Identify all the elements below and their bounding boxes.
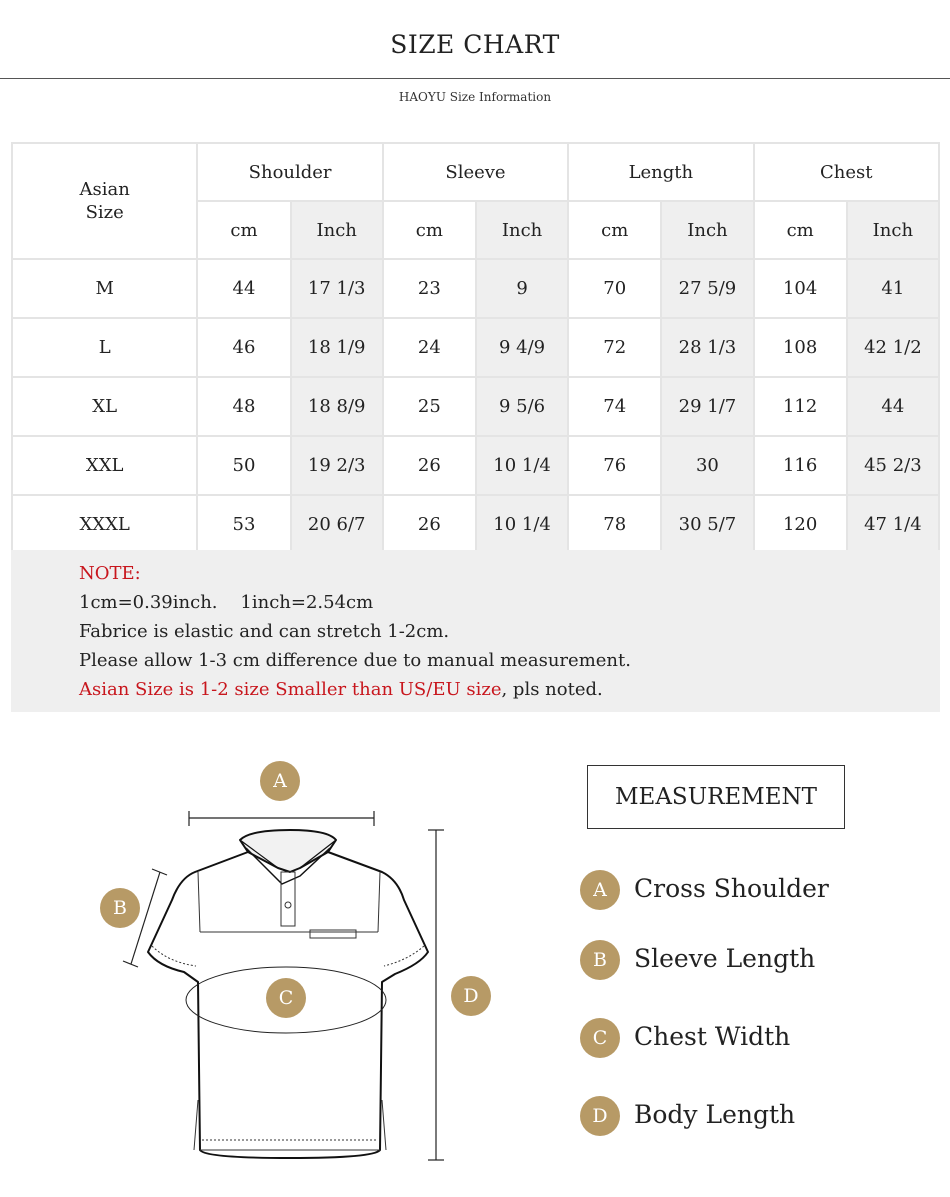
unit-header: cm (384, 202, 477, 260)
value-cell: 29 1/7 (662, 378, 754, 437)
title-divider (0, 78, 950, 79)
badge-a: A (260, 761, 300, 801)
value-cell: 44 (198, 260, 291, 319)
group-header-shoulder: Shoulder (198, 144, 383, 202)
size-header (13, 144, 198, 260)
length-dimension-line (428, 830, 444, 1160)
legend-label: Body Length (634, 1100, 796, 1129)
legend-badge: B (580, 940, 620, 980)
group-header-sleeve: Sleeve (384, 144, 569, 202)
size-cell: XXXL (13, 496, 198, 555)
size-header-line1: Asian (79, 179, 130, 200)
table-row (13, 496, 940, 555)
value-cell: 9 5/6 (477, 378, 569, 437)
value-cell: 10 1/4 (477, 496, 569, 555)
unit-header: cm (569, 202, 662, 260)
size-cell: XXL (13, 437, 198, 496)
unit-header: cm (755, 202, 848, 260)
note-heading: NOTE: (79, 563, 141, 584)
unit-header: Inch (292, 202, 384, 260)
size-cell: M (13, 260, 198, 319)
group-header-length: Length (569, 144, 754, 202)
badge-c: C (266, 978, 306, 1018)
value-cell: 18 8/9 (292, 378, 384, 437)
badge-d: D (451, 976, 491, 1016)
table-row (13, 319, 940, 378)
table-row (13, 437, 940, 496)
note-size-warning-rest: , pls noted. (501, 679, 603, 700)
value-cell: 48 (198, 378, 291, 437)
unit-header: cm (198, 202, 291, 260)
value-cell: 30 (662, 437, 754, 496)
measurement-title: MEASUREMENT (587, 765, 845, 829)
value-cell: 78 (569, 496, 662, 555)
value-cell: 26 (384, 437, 477, 496)
value-cell: 45 2/3 (848, 437, 940, 496)
value-cell: 47 1/4 (848, 496, 940, 555)
value-cell: 70 (569, 260, 662, 319)
group-header-chest: Chest (755, 144, 940, 202)
value-cell: 53 (198, 496, 291, 555)
value-cell: 46 (198, 319, 291, 378)
value-cell: 27 5/9 (662, 260, 754, 319)
unit-header: Inch (477, 202, 569, 260)
note-size-warning (79, 675, 940, 704)
value-cell: 10 1/4 (477, 437, 569, 496)
value-cell: 74 (569, 378, 662, 437)
shoulder-dimension-line (189, 811, 374, 826)
value-cell: 9 4/9 (477, 319, 569, 378)
value-cell: 42 1/2 (848, 319, 940, 378)
size-table (11, 142, 940, 555)
page-subtitle: HAOYU Size Information (398, 90, 552, 104)
value-cell: 9 (477, 260, 569, 319)
value-cell: 20 6/7 (292, 496, 384, 555)
badge-b: B (100, 888, 140, 928)
value-cell: 120 (755, 496, 848, 555)
unit-header: Inch (662, 202, 754, 260)
note-tolerance: Please allow 1-3 cm difference due to manual measurement. (79, 650, 631, 671)
table-row (13, 260, 940, 319)
value-cell: 23 (384, 260, 477, 319)
table-row (13, 378, 940, 437)
shirt-diagram (0, 730, 520, 1190)
value-cell: 108 (755, 319, 848, 378)
value-cell: 116 (755, 437, 848, 496)
value-cell: 41 (848, 260, 940, 319)
legend-label: Chest Width (634, 1022, 791, 1051)
value-cell: 25 (384, 378, 477, 437)
legend-label: Sleeve Length (634, 944, 816, 973)
value-cell: 17 1/3 (292, 260, 384, 319)
size-header-line2: Size (85, 202, 124, 223)
size-cell: L (13, 319, 198, 378)
value-cell: 44 (848, 378, 940, 437)
note-size-warning-red: Asian Size is 1-2 size Smaller than US/EU size (79, 679, 502, 700)
value-cell: 50 (198, 437, 291, 496)
size-cell: XL (13, 378, 198, 437)
value-cell: 26 (384, 496, 477, 555)
value-cell: 18 1/9 (292, 319, 384, 378)
value-cell: 76 (569, 437, 662, 496)
legend-badge: A (580, 870, 620, 910)
legend-badge: D (580, 1096, 620, 1136)
value-cell: 24 (384, 319, 477, 378)
value-cell: 104 (755, 260, 848, 319)
notes-panel (11, 550, 940, 712)
note-conversion: 1cm=0.39inch. 1inch=2.54cm (79, 592, 374, 613)
value-cell: 19 2/3 (292, 437, 384, 496)
value-cell: 28 1/3 (662, 319, 754, 378)
value-cell: 112 (755, 378, 848, 437)
legend-label: Cross Shoulder (634, 874, 829, 903)
unit-header: Inch (848, 202, 940, 260)
value-cell: 30 5/7 (662, 496, 754, 555)
note-stretch: Fabrice is elastic and can stretch 1-2cm. (79, 621, 450, 642)
value-cell: 72 (569, 319, 662, 378)
page-title: SIZE CHART (390, 30, 560, 59)
legend-badge: C (580, 1018, 620, 1058)
